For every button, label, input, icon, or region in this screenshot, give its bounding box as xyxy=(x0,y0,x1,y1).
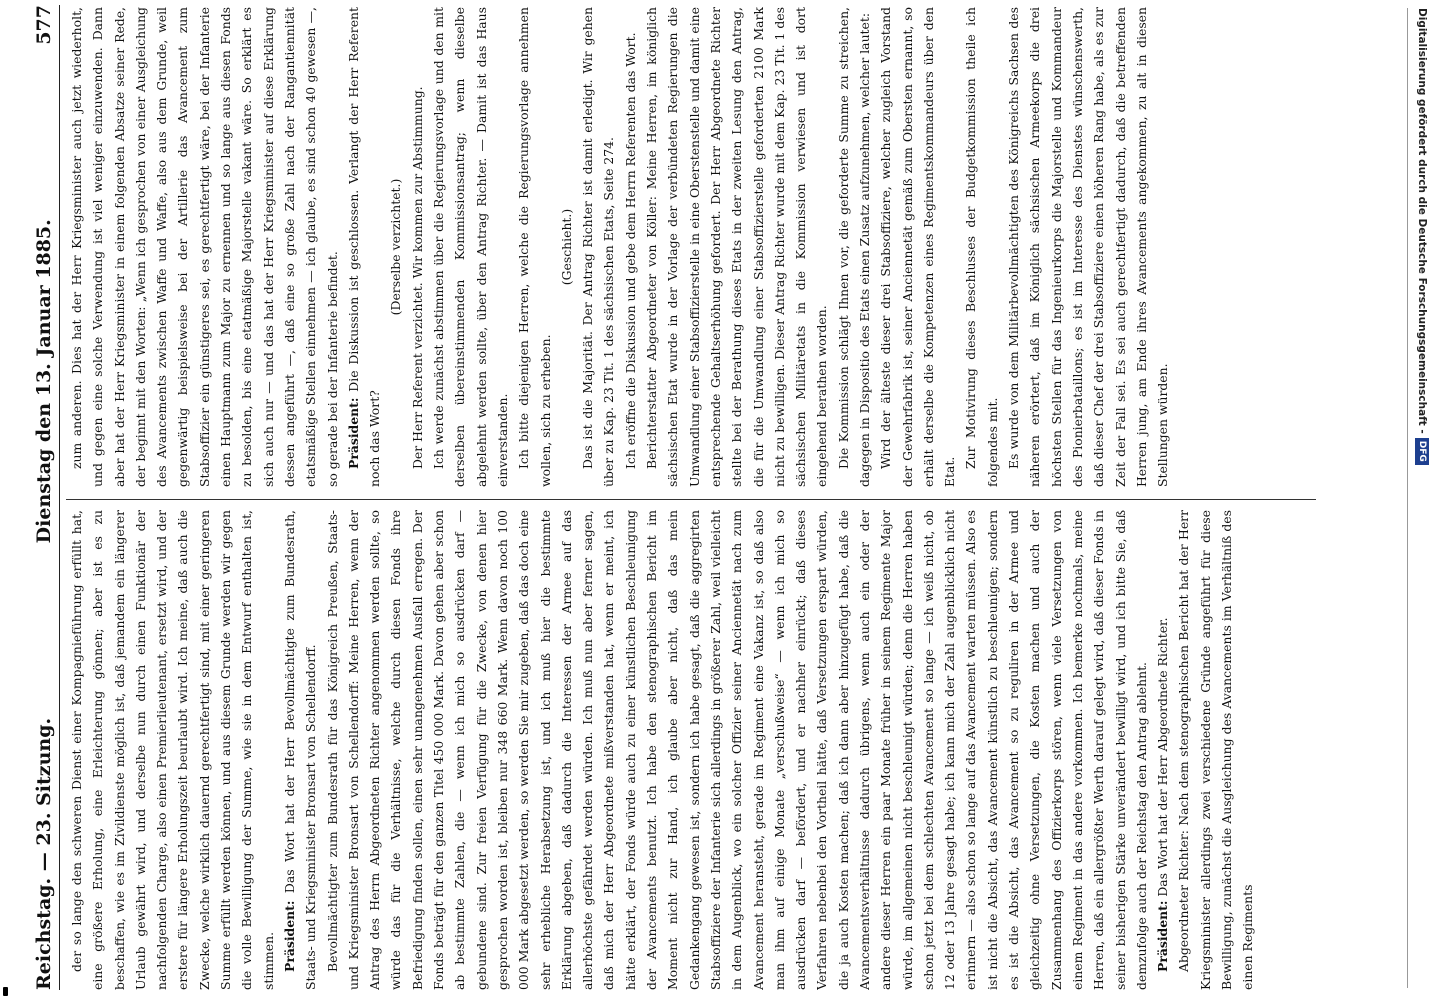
right-paragraph xyxy=(577,7,620,487)
right-paragraph xyxy=(513,7,556,487)
page-header xyxy=(22,5,60,990)
right-paragraph xyxy=(343,7,386,487)
watermark-text-row xyxy=(1412,8,1432,1000)
paragraph-text: zum anderen. Dies hat der Herr Kriegsminister auch jetzt wiederholt, und gegen eine solche Verwendung ist viel weniger einzuwenden. Dann aber hat der Herr Kriegsminister in einem folgenden Absatze seiner Rede, der beginnt mit den Worten: „Wenn ich gesprochen von einer Ausgleichung des Avancements zwischen Waffe und Waffe, also aus dem Grunde, weil gegenwärtig beispielsweise bei der Artillerie das Avancement zum Stabsoffizier ein günstigeres sei, es gerechtfertigt wäre, bei der Infanterie einen Hauptmann zum Major zu ernennen und so lange aus diesen Fonds zu besolden, bis eine etatmäßige Majorstelle vakant wäre. So erklärt es sich auch nur — und das hat der Herr Kriegsminister auf diese Erklärung dessen angeführt —, daß eine so große Zahl nach der Rangantiennität etatsmäßige Stellen einnehmen — ich glaube, es sind schon 40 gewesen —, so gerade bei der Infanterie befindet. xyxy=(69,7,340,487)
scan-mark xyxy=(3,987,8,996)
left-text-column xyxy=(66,510,1356,990)
left-paragraph xyxy=(66,510,279,990)
left-paragraph xyxy=(1173,510,1258,990)
paragraph-text: (Derselbe verzichtet.) xyxy=(388,178,404,316)
column-divider xyxy=(66,499,1316,500)
right-paragraph xyxy=(1003,7,1173,487)
right-paragraph xyxy=(875,7,960,487)
right-paragraph xyxy=(556,7,577,487)
speaker-label: Präsident: xyxy=(1155,900,1171,972)
right-paragraph xyxy=(833,7,876,487)
paragraph-text: Die Kommission schlägt Ihnen vor, die geforderte Summe zu streichen, dagegen in Dispositio des Etats einen Zusatz aufzunehmen, welcher lautet: xyxy=(835,7,872,487)
right-paragraph xyxy=(66,7,343,487)
header-date: Dienstag den 13. Januar 1885. xyxy=(33,219,55,544)
speaker-label: Präsident: xyxy=(345,397,361,469)
dfg-logo: DFG xyxy=(1415,438,1429,465)
left-paragraph xyxy=(322,510,1153,990)
watermark-text: Digitalisierung gefördert durch die Deutsche Forschungsgemeinschaft - xyxy=(1416,8,1428,434)
paragraph-text: (Geschieht.) xyxy=(558,208,574,286)
speaker-label: Präsident: xyxy=(281,900,297,972)
right-paragraph xyxy=(641,7,833,487)
watermark-strip xyxy=(1412,8,1432,1000)
paragraph-text: Bevollmächtigter zum Bundesrath für das Königreich Preußen, Staats- und Kriegsminister Bronsart von Schellendorff: Meine Herren, wenn der Antrag des Herrn Abgeordneten Richter angenommen werden sollte, so würde das für die Verhältnisse, welche durch diesen Fonds ihre Befriedigung finden sollen, einen sehr unangenehmen Ausfall erregen. Der Fonds beträgt für den ganzen Titel 450 000 Mark. Davon gehen aber schon ab bestimmte Zahlen, die — wenn ich mich so ausdrücken darf — gebundene sind. Zur freien Verfügung für die Zwecke, von denen hier gesprochen worden ist, bleiben nur 348 660 Mark. Wenn davon noch 100 000 Mark abgesetzt werden, so werden Sie mir zugeben, daß das doch eine sehr erhebliche Herabsetzung ist, und ich muß hier die bestimmte Erklärung abgeben, daß dadurch die Interessen der Armee auf das allerhöchste gefährdet werden würden. Ich muß nun aber ferner sagen, daß mich der Herr Abgeordnete mißverstanden hat, wenn er meint, ich hätte erklärt, der Fonds würde auch zu einer künstlichen Beschleunigung der Avancements benutzt. Ich habe den stenographischen Bericht im Moment nicht zur Hand, ich glaube aber nicht, daß das mein Gedankengang gewesen ist, sondern ich habe gesagt, daß die aggregirten Stabsoffiziere der Infanterie sich allerdings in größerer Zahl, weil vielleicht in dem Augenblick, wo ein solcher Offizier seiner Anciennetät nach zum Avancement heransteht, gerade im Regiment eine Vakanz ist, so daß also man ihm auf einige Monate „verschußweise“ — wenn ich mich so ausdrücken darf — befördert, und er nachher einrückt; daß dieses Verfahren nebenbei den Vortheil hätte, daß Versetzungen erspart würden, die ja auch Kosten machen; daß ich dann aber hinzugefügt habe, daß die Avancementsverhältnisse dadurch übrigens, wenn auch ein oder der andere dieser Herren ein paar Monate früher in seinem Regimente Major würde, im allgemeinen nicht beschleunigt würden; denn die Herren haben schon jetzt bei dem schlechten Avancement so lange — ich weiß nicht, ob 12 oder 13 Jahre gesagt habe; ich kann mich der Zahl augenblicklich nicht erinnern — also schon so lange auf das Avancement warten müssen. Also es ist nicht die Absicht, das Avancement künstlich zu beschleunigen; sondern es ist die Absicht, das Avancement so zu reguliren in der Armee und gleichzeitig ohne Versetzungen, die Kosten machen und auch der Zusammenhang des Offizierkorps stören, wenn viele Versetzungen von einem Regiment in das andere vorkommen. Ich bemerke nochmals, meine Herren, daß ein allergrößter Werth darauf gelegt wird, daß dieser Fonds in seiner bisherigen Stärke unverändert bewilligt wird, und ich bitte Sie, daß demzufolge auch der Reichstag den Antrag ablehnt. xyxy=(324,510,1149,990)
right-paragraph xyxy=(385,7,406,487)
paragraph-text: Ich eröffne die Diskussion und gebe dem Herrn Referenten das Wort. xyxy=(622,32,638,469)
paragraph-text: der so lange den schweren Dienst einer Kompagnieführung erfüllt hat, eine größere Erholung, eine Erleichterung gönnen; aber ist es zu beschaffen, wie es im Zivildienste möglich ist, daß jemandem ein längerer Urlaub gewährt wird, und derselbe nun durch einen Funktionär der nachfolgenden Charge, also einen Premierlieutenant, ersetzt wird, und der erstere für längere Erholungszeit beurlaubt wird. Ich meine, daß auch die Zwecke, welche wirklich dauernd gerechtfertigt sind, mit einer geringeren Summe erfüllt werden können, und aus diesem Grunde werden wir gegen die volle Bewilligung der Summe, wie sie in dem Entwurf enthalten ist, stimmen. xyxy=(69,510,276,990)
paragraph-text: Das Wort hat der Herr Abgeordnete Richter. xyxy=(1155,617,1171,901)
paragraph-text: Abgeordneter Richter: Nach dem stenographischen Bericht hat der Herr Kriegsminister allerdings zwei verschiedene Gründe angeführt für diese Bewilligung, zunächst die Ausgleichung des Avancements im Verhältniß des einen Regiments xyxy=(1176,510,1256,990)
paragraph-text: Es wurde von dem Militärbevollmächtigten des Königreichs Sachsen des näheren erörtert, daß im Königlich sächsischen Armeekorps die drei höchsten Stellen für das Ingenieurkorps die Majorstelle und Kommandeur des Pionierbataillons; es ist im Interesse des Dienstes wünschenswerth, daß dieser Chef der drei Stabsoffiziere einen höheren Rang habe, als es zur Zeit der Fall sei. Es sei auch gerechtfertigt dadurch, daß die betreffenden Herren jung, am Ende ihres Avancements angekommen, zu alt in diesen Stellungen würden. xyxy=(1006,7,1171,487)
paragraph-text: Wird der älteste dieser drei Stabsoffiziere, welcher zugleich Vorstand der Gewehrfabrik ist, seiner Anciennetät gemäß zum Obersten ernannt, so erhält derselbe die Kompetenzen eines Regimentskommandeurs über den Etat. xyxy=(878,7,958,487)
left-paragraph xyxy=(279,510,322,990)
paragraph-text: Das ist die Majorität. Der Antrag Richter ist damit erledigt. Wir gehen über zu Kap. 23 Tit. 1 des sächsischen Etats, Seite 274. xyxy=(580,7,617,487)
paragraph-text: Berichterstatter Abgeordneter von Köller: Meine Herren, im königlich sächsischen Etat wurde in der Vorlage der verbündeten Regierungen die Umwandlung einer Stabsoffizierstelle in eine Oberstenstelle und damit eine entsprechende Gehaltserhöhung gefordert. Der Herr Abgeordnete Richter stellte bei der Berathung dieses Etats in der zweiten Lesung den Antrag, die für die Umwandlung einer Stabsoffizierstelle geforderten 2100 Mark nicht zu bewilligen. Dieser Antrag Richter wurde mit dem Kap. 23 Tit. 1 des sächsischen Militäretats in die Kommission verwiesen und ist dort eingehend berathen worden. xyxy=(644,7,830,487)
paragraph-text: Das Wort hat der Herr Bevollmächtigte zum Bundesrath, Staats- und Kriegsminister Bronsart von Schellendorff. xyxy=(281,510,319,990)
right-paragraph xyxy=(428,7,513,487)
right-paragraph xyxy=(620,7,641,487)
rotated-document-page xyxy=(22,0,1402,1000)
right-paragraph xyxy=(407,7,428,487)
paragraph-text: Der Herr Referent verzichtet. Wir kommen zur Abstimmung. xyxy=(409,86,425,469)
page-number: 577 xyxy=(33,5,55,45)
paragraph-text: Die Diskussion ist geschlossen. Verlangt der Herr Referent noch das Wort? xyxy=(345,7,383,487)
left-paragraph xyxy=(1152,510,1173,990)
right-text-column xyxy=(66,7,1356,487)
right-paragraph xyxy=(960,7,1003,487)
header-session: Reichstag. — 23. Sitzung. xyxy=(33,717,55,990)
scan-edge-line xyxy=(1407,8,1408,988)
paragraph-text: Ich werde zunächst abstimmen über die Regierungsvorlage und den mit derselben übereinstimmenden Kommissionsantrag; wenn dieselbe abgelehnt werden sollte, über den Antrag Richter. — Damit ist das Haus einverstanden. xyxy=(431,7,510,487)
paragraph-text: Ich bitte diejenigen Herren, welche die Regierungsvorlage annehmen wollen, sich zu erheben. xyxy=(516,7,553,487)
paragraph-text: Zur Motivirung dieses Beschlusses der Budgetkommission theile ich folgendes mit. xyxy=(963,7,1000,487)
